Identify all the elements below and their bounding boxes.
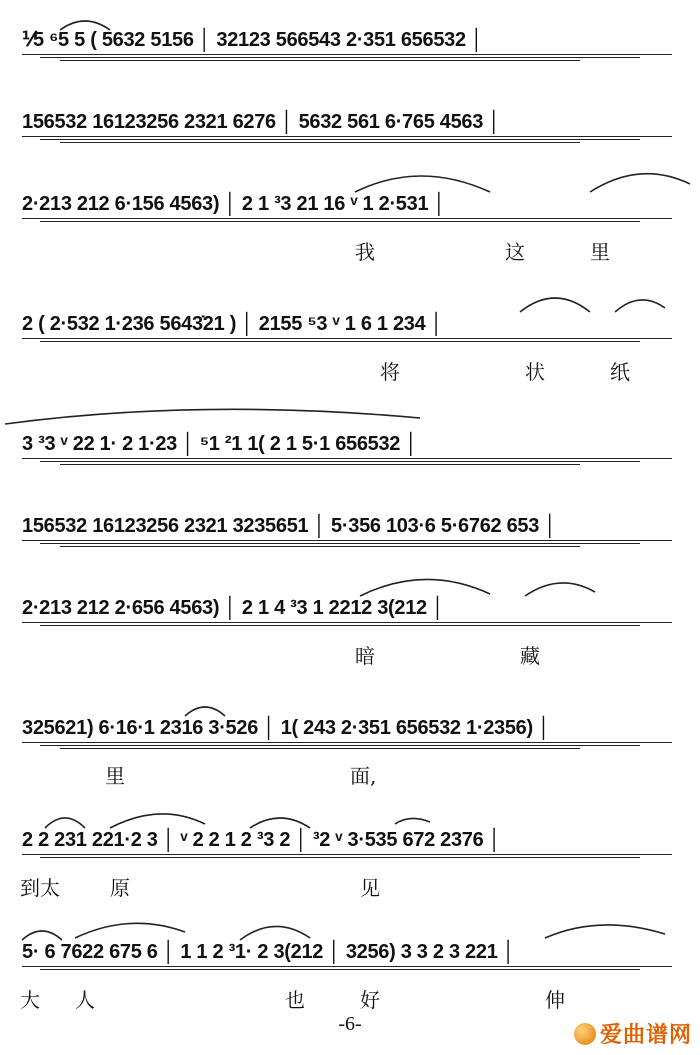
notation-line: 5· 6 7622 675 6 │ 1 1 2 ³1· 2 3(212 │ 3256) 3 3 2 3 221 │	[22, 941, 515, 963]
lyric: 大	[20, 988, 40, 1012]
underline	[40, 221, 640, 222]
underline	[22, 622, 672, 623]
notation-line: 2·213 212 6·156 4563) │ 2 1 ³3 21 16 ᵛ 1 2·531 │	[22, 193, 446, 215]
slur-mark	[0, 0, 700, 40]
underline	[22, 338, 672, 339]
slur-mark	[0, 912, 700, 952]
notation-line: 2·213 212 2·656 4563) │ 2 1 4 ³3 1 2212 3(212 │	[22, 597, 445, 619]
lyric: 人	[75, 988, 95, 1012]
lyric: 将	[380, 360, 400, 384]
site-watermark	[574, 1018, 692, 1049]
underline	[22, 966, 672, 967]
lyric: 暗	[355, 644, 375, 668]
lyric: 藏	[520, 644, 540, 668]
lyrics-row	[0, 356, 700, 386]
underline	[40, 57, 640, 58]
lyric: 这	[505, 240, 525, 264]
notation-line: 156532 16123256 2321 3235651 │ 5·356 103·6 5·6762 653 │	[22, 515, 557, 537]
lyric: 见	[360, 876, 380, 900]
lyric: 纸	[610, 360, 630, 384]
underline	[40, 625, 640, 626]
underline	[60, 748, 580, 749]
underline	[22, 458, 672, 459]
underline	[22, 854, 672, 855]
lyric: 到太	[20, 876, 60, 900]
underline	[22, 136, 672, 137]
slur-mark	[0, 164, 700, 204]
lyrics-row	[0, 984, 700, 1014]
slur-mark	[0, 404, 700, 444]
watermark-text: 爱曲谱网	[599, 1023, 692, 1048]
lyric: 状	[525, 360, 545, 384]
slur-mark	[0, 284, 700, 324]
music-note-circle-icon	[574, 1023, 596, 1045]
underline	[22, 218, 672, 219]
underline	[40, 341, 640, 342]
underline	[40, 139, 640, 140]
slur-mark	[0, 688, 700, 728]
lyric: 好	[360, 988, 380, 1012]
slur-mark	[0, 568, 700, 608]
lyric: 里	[105, 764, 125, 788]
notation-line: 3 ³3 ᵛ 22 1· 2 1·23 │ ⁵1 ²1 1( 2 1 5·1 656532 │	[22, 433, 418, 455]
underline	[22, 540, 672, 541]
lyric: 伸	[545, 988, 565, 1012]
underline	[40, 745, 640, 746]
underline	[22, 742, 672, 743]
lyrics-row	[0, 760, 700, 790]
lyrics-row	[0, 872, 700, 902]
lyrics-row	[0, 640, 700, 670]
notation-line: 2 2 231 221·2 3 │ ᵛ 2 2 1 2 ³3 2 │ ³2 ᵛ 3·535 672 2376 │	[22, 829, 501, 851]
page-number: -6-	[338, 1013, 362, 1035]
notation-line: 156532 16123256 2321 6276 │ 5632 561 6·765 4563 │	[22, 111, 501, 133]
lyric: 也	[285, 988, 305, 1012]
underline	[60, 142, 580, 143]
lyric: 面,	[350, 764, 377, 788]
lyric: 里	[590, 240, 610, 264]
notation-line: 325621) 6·16·1 2316 3·526 │ 1( 243 2·351 656532 1·2356) │	[22, 717, 551, 739]
lyric: 原	[110, 876, 130, 900]
underline	[60, 464, 580, 465]
notation-line: ⅟5 ⁶5 5 ( 5632 5156 │ 32123 566543 2·351 656532 │	[22, 29, 484, 51]
underline	[60, 60, 580, 61]
underline	[40, 543, 640, 544]
notation-line: 2 ( 2·532 1·236 5643̇21 ) │ 2155 ⁵3 ᵛ 1 6 1 234 │	[22, 313, 443, 335]
lyric: 我	[355, 240, 375, 264]
slur-mark	[0, 800, 700, 840]
underline	[40, 461, 640, 462]
lyrics-row	[0, 236, 700, 266]
underline	[22, 54, 672, 55]
underline	[40, 857, 640, 858]
underline	[40, 969, 640, 970]
underline	[60, 546, 580, 547]
